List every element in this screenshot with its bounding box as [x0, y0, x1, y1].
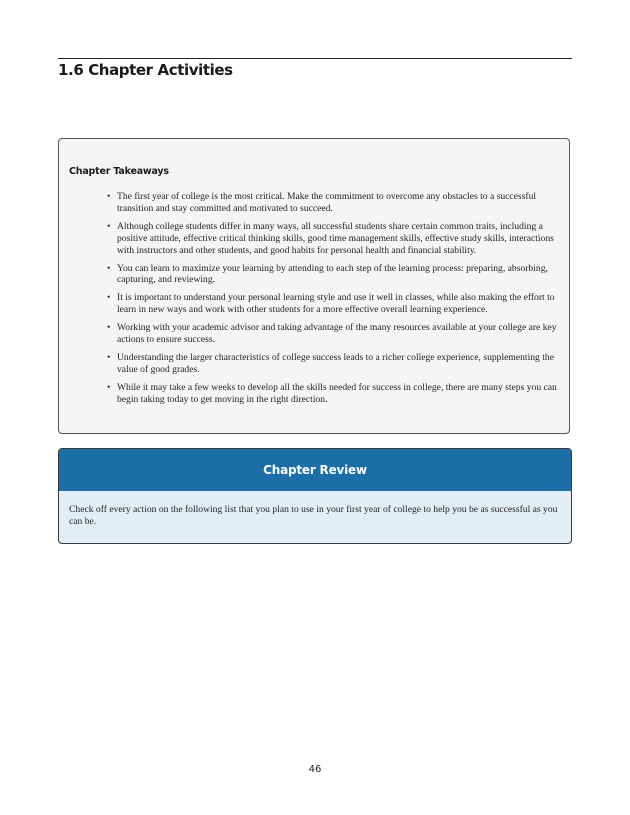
list-item — [107, 263, 557, 287]
bullet-icon: • — [107, 292, 111, 304]
list-item-text: While it may take a few weeks to develop all the skills needed for success in college, there are many steps you can begin taking today to get moving in the right direction. — [117, 381, 557, 405]
list-item-text: You can learn to maximize your learning by attending to each step of the learning process: preparing, absorbing, capturing, and reviewing. — [117, 262, 548, 286]
top-rule — [58, 58, 572, 59]
page-number: 46 — [308, 764, 322, 775]
list-item-text: Although college students differ in many ways, all successful students share certain common traits, including a positive attitude, effective critical thinking skills, good time management skills, effective study skills, interactions with instructors and other students, and good habits for personal health and financial stability. — [117, 220, 554, 256]
list-item-text: Understanding the larger characteristics of college success leads to a richer college experience, supplementing the value of good grades. — [117, 351, 554, 375]
list-item — [107, 191, 557, 215]
list-item-text: Working with your academic advisor and taking advantage of the many resources available at your college are key actions to ensure success. — [117, 322, 557, 346]
section-title: 1.6 Chapter Activities — [58, 61, 233, 79]
list-item — [107, 382, 557, 406]
review-text: Check off every action on the following list that you plan to use in your first year of college to help you be as successful as you can be. — [69, 504, 558, 527]
list-item — [107, 352, 557, 376]
takeaways-list — [107, 191, 557, 412]
bullet-icon: • — [107, 191, 111, 202]
list-item-text: The first year of college is the most critical. Make the commitment to overcome any obstacles to a successful transition and stay committed and motivated to succeed. — [117, 191, 537, 214]
review-title: Chapter Review — [263, 463, 367, 477]
list-item-text: It is important to understand your personal learning style and use it well in classes, while also making the effort to learn in new ways and work with other students for a more effective overall learning experience. — [117, 292, 555, 316]
list-item — [107, 322, 557, 346]
bullet-icon: • — [107, 262, 111, 274]
bullet-icon: • — [107, 381, 111, 393]
chapter-takeaways-box — [58, 138, 570, 434]
list-item — [107, 221, 557, 257]
takeaways-heading: Chapter Takeaways — [69, 166, 169, 177]
bullet-icon: • — [107, 351, 111, 363]
bullet-icon: • — [107, 220, 111, 232]
chapter-review-box — [58, 448, 572, 544]
review-header — [59, 449, 571, 491]
list-item — [107, 292, 557, 316]
bullet-icon: • — [107, 322, 111, 334]
